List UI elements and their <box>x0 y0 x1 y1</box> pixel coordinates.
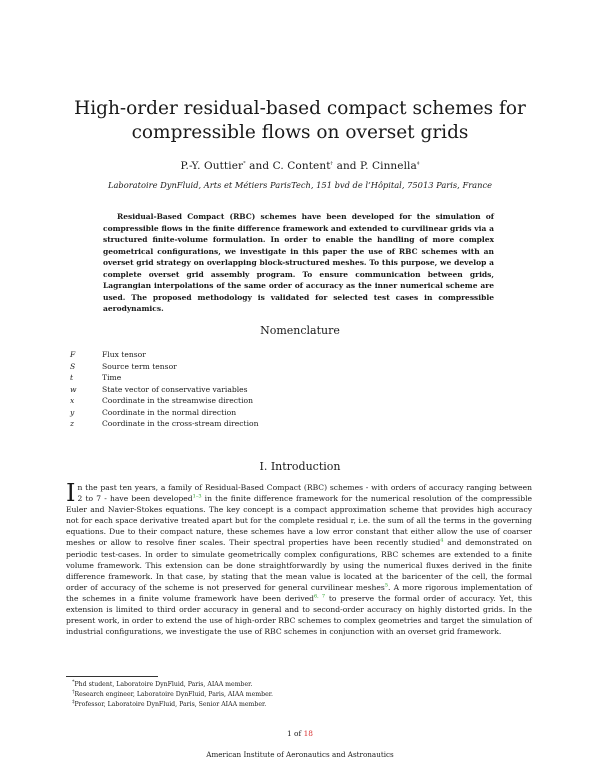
footnote <box>66 690 532 700</box>
nomenclature-definition: State vector of conservative variables <box>102 384 248 394</box>
nomenclature-heading: Nomenclature <box>260 324 340 337</box>
nomenclature-list <box>70 350 510 431</box>
page-number <box>0 729 600 738</box>
nomenclature-item <box>70 350 510 362</box>
affiliation: Laboratoire DynFluid, Arts et Métiers ParisTech, 151 bvd de l’Hôpital, 75013 Paris, France <box>107 180 493 190</box>
footnote-text: Phd student, Laboratoire DynFluid, Paris, AIAA member. <box>74 681 253 688</box>
nomenclature-definition: Time <box>102 373 122 382</box>
abstract-text: Residual-Based Compact (RBC) schemes have been developed for the simulation of compressible flows in the finite difference framework and extended to curvilinear grids via a structured finite-volume formulation. In order to enable the handling of more complex geometrical configurations, we investigate in this paper the use of RBC schemes with an overset grid strategy on overlapping block-structured meshes. To this purpose, we develop a complete overset grid assembly program. To ensure communication between grids, Lagrangian interpolations of the same order of accuracy as the inner numerical scheme are used. The proposed methodology is validated for selected test cases in compressible aerodynamics. <box>103 212 494 313</box>
nomenclature-item <box>70 373 510 385</box>
nomenclature-item <box>70 396 510 408</box>
author-1-mark: * <box>243 160 246 167</box>
citation-link[interactable]: 5 <box>384 582 388 589</box>
nomenclature-symbol: y <box>70 407 75 417</box>
author-3: and P. Cinnella <box>333 160 417 172</box>
footnote <box>66 680 532 690</box>
nomenclature-definition: Flux tensor <box>102 350 146 359</box>
citation-link[interactable]: 6, 7 <box>314 593 325 600</box>
nomenclature-symbol: S <box>70 361 76 371</box>
introduction-heading: I. Introduction <box>259 460 341 473</box>
nomenclature-item <box>70 385 510 397</box>
introduction-paragraph <box>66 479 533 637</box>
abstract <box>103 211 494 315</box>
footnote <box>66 700 532 710</box>
footnote-divider <box>66 676 158 677</box>
nomenclature-symbol: F <box>70 350 76 359</box>
intro-text-3: and demonstrated on periodic test-cases. In order to simulate geometrically complex configurations, RBC schemes are extended to a finite volume framework. This extension can be done straightforwardly by using the numerical fluxes derived in the finite difference framework. In that case, by stating that the mean value is located at the baricenter of the cell, the formal order of accuracy of the scheme is not preserved for general curvilinear meshes <box>66 538 533 592</box>
citation-link[interactable]: 1–3 <box>192 493 202 500</box>
paper-title-line-1: High-order residual-based compact schemes for <box>74 98 526 119</box>
nomenclature-definition: Coordinate in the normal direction <box>102 407 237 417</box>
nomenclature-symbol: x <box>70 396 75 405</box>
intro-text-4: . A more rigorous implementation of the schemes in a finite volume framework have been derived <box>66 582 532 603</box>
footnotes <box>66 680 532 710</box>
citation-link[interactable]: 4 <box>440 537 444 544</box>
intro-text-5: to preserve the formal order of accuracy. Yet, this extension is limited to third order accuracy in general and to second-order accuracy on highly distorted grids. In the present work, in order to extend the use of high-order RBC schemes to complex geometries and target the simulation of industrial configurations, we investigate the use of RBC schemes in conjunction with an overset grid framework. <box>66 593 533 637</box>
nomenclature-item <box>70 408 510 420</box>
nomenclature-item <box>70 419 510 431</box>
author-1: P.-Y. Outtier <box>180 160 244 172</box>
page-footer: American Institute of Aeronautics and Astronautics <box>206 750 394 759</box>
footnote-mark: † <box>72 688 75 695</box>
drop-cap: I <box>66 479 76 507</box>
nomenclature-definition: Source term tensor <box>102 361 177 371</box>
author-2: and C. Content <box>245 160 331 172</box>
footnote-text: Professor, Laboratoire DynFluid, Paris, Senior AIAA member. <box>74 701 267 708</box>
footnote-mark: * <box>72 678 75 685</box>
nomenclature-definition: Coordinate in the streamwise direction <box>102 396 253 405</box>
nomenclature-symbol: z <box>70 419 75 428</box>
nomenclature-item <box>70 362 510 374</box>
author-list <box>0 160 600 172</box>
introduction-body <box>66 479 533 637</box>
intro-text-2: in the finite difference framework for the numerical resolution of the compressible Euler and Navier-Stokes equations. The key concept is a compact approximation scheme that provides high accuracy not for each space derivative treated apart but for the complete residual r, i.e. the sum of all the terms in the governing equations. Due to their compact nature, these schemes have a low error constant that either allow the use of coarser meshes or allow to resolve finer scales. Their spectral properties have been recently studied <box>66 494 532 548</box>
nomenclature-definition: Coordinate in the cross-stream direction <box>102 419 259 428</box>
nomenclature-symbol: t <box>70 373 74 382</box>
intro-text-1: n the past ten years, a family of Residual-Based Compact (RBC) schemes - with orders of accuracy ranging between 2 to 7 - have been developed <box>77 483 532 504</box>
page-of: of <box>291 729 304 738</box>
footnote-text: Research engineer, Laboratoire DynFluid, Paris, AIAA member. <box>74 691 274 698</box>
nomenclature-symbol: w <box>70 384 77 394</box>
footnote-mark: ‡ <box>72 698 75 705</box>
page-current: 1 <box>287 729 292 738</box>
page-total-link[interactable]: 18 <box>303 729 313 738</box>
author-3-mark: ‡ <box>416 160 420 167</box>
author-2-mark: † <box>330 160 334 167</box>
paper-title-line-2: compressible flows on overset grids <box>131 122 469 143</box>
